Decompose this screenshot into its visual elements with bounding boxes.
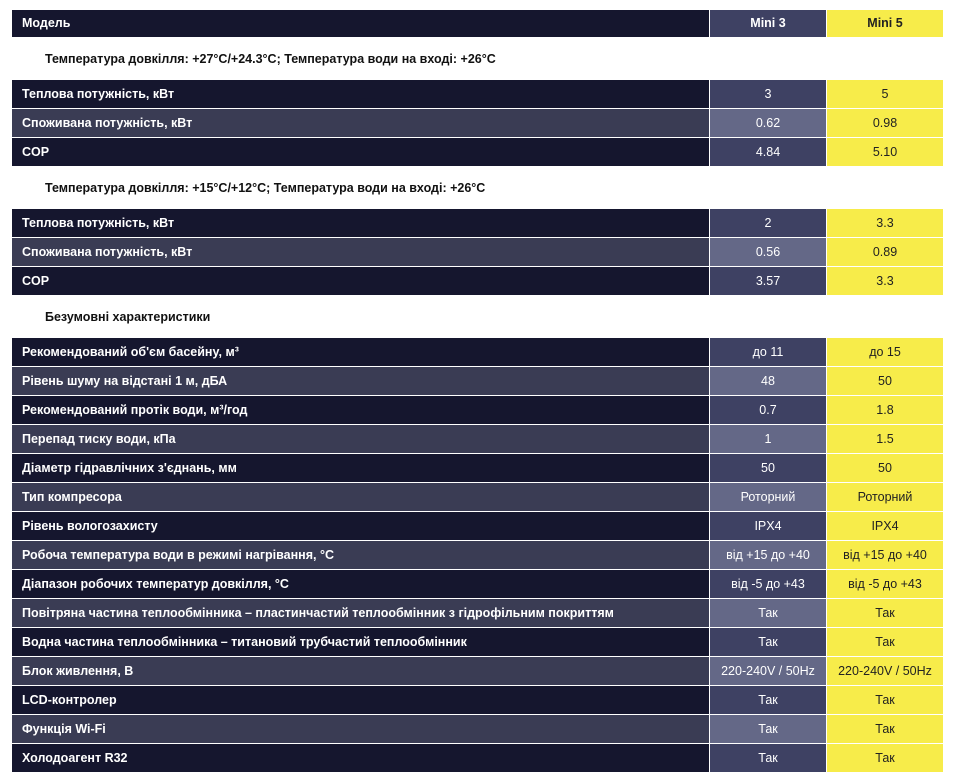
mini3-value: 48 — [710, 367, 826, 395]
header-mini3: Mini 3 — [710, 10, 826, 37]
mini3-value: 3.57 — [710, 267, 826, 295]
mini5-value: 5.10 — [827, 138, 943, 166]
row-label: Теплова потужність, кВт — [12, 80, 709, 108]
mini5-value: Так — [827, 744, 943, 772]
mini5-value: 3.3 — [827, 209, 943, 237]
table-row — [12, 715, 943, 743]
table-row — [12, 138, 943, 166]
header-row — [12, 10, 943, 37]
mini3-value: 220-240V / 50Hz — [710, 657, 826, 685]
table-row — [12, 454, 943, 482]
row-label: Блок живлення, В — [12, 657, 709, 685]
mini3-value: від +15 до +40 — [710, 541, 826, 569]
row-label: Споживана потужність, кВт — [12, 109, 709, 137]
table-row — [12, 396, 943, 424]
row-label: LCD-контролер — [12, 686, 709, 714]
row-label: Рівень вологозахисту — [12, 512, 709, 540]
mini3-value: 0.56 — [710, 238, 826, 266]
mini3-value: 3 — [710, 80, 826, 108]
mini3-value: 2 — [710, 209, 826, 237]
table-row — [12, 238, 943, 266]
table-row — [12, 570, 943, 598]
table-row — [12, 209, 943, 237]
mini5-value: Так — [827, 628, 943, 656]
row-label: COP — [12, 267, 709, 295]
row-label: Діапазон робочих температур довкілля, °C — [12, 570, 709, 598]
table-row — [12, 80, 943, 108]
spec-table — [12, 10, 943, 773]
mini3-value: від -5 до +43 — [710, 570, 826, 598]
section-title: Безумовні характеристики — [45, 310, 211, 324]
mini5-value: 5 — [827, 80, 943, 108]
table-row — [12, 686, 943, 714]
header-mini5: Mini 5 — [827, 10, 943, 37]
table-row — [12, 483, 943, 511]
mini3-value: Так — [710, 686, 826, 714]
mini3-value: до 11 — [710, 338, 826, 366]
table-row — [12, 338, 943, 366]
table-row — [12, 512, 943, 540]
mini3-value: IPX4 — [710, 512, 826, 540]
mini5-value: до 15 — [827, 338, 943, 366]
mini3-value: 4.84 — [710, 138, 826, 166]
mini5-value: Роторний — [827, 483, 943, 511]
mini5-value: 1.5 — [827, 425, 943, 453]
mini5-value: IPX4 — [827, 512, 943, 540]
mini5-value: від -5 до +43 — [827, 570, 943, 598]
table-row — [12, 541, 943, 569]
row-label: Тип компресора — [12, 483, 709, 511]
mini3-value: 0.62 — [710, 109, 826, 137]
mini5-value: 50 — [827, 367, 943, 395]
mini3-value: Так — [710, 628, 826, 656]
table-row — [12, 425, 943, 453]
row-label: Діаметр гідравлічних з'єднань, мм — [12, 454, 709, 482]
table-row — [12, 267, 943, 295]
mini5-value: Так — [827, 686, 943, 714]
row-label: Споживана потужність, кВт — [12, 238, 709, 266]
table-row — [12, 744, 943, 772]
row-label: Функція Wi-Fi — [12, 715, 709, 743]
mini5-value: 3.3 — [827, 267, 943, 295]
table-row — [12, 109, 943, 137]
mini5-value: 0.98 — [827, 109, 943, 137]
row-label: Теплова потужність, кВт — [12, 209, 709, 237]
mini3-value: Так — [710, 744, 826, 772]
mini3-value: Роторний — [710, 483, 826, 511]
mini3-value: Так — [710, 599, 826, 627]
table-row — [12, 628, 943, 656]
mini3-value: 0.7 — [710, 396, 826, 424]
table-row — [12, 599, 943, 627]
section-title: Температура довкілля: +15°C/+12°C; Температура води на вході: +26°C — [45, 181, 486, 195]
row-label: Рівень шуму на відстані 1 м, дБА — [12, 367, 709, 395]
mini5-value: 0.89 — [827, 238, 943, 266]
row-label: Водна частина теплообмінника – титановий трубчастий теплообмінник — [12, 628, 709, 656]
mini5-value: від +15 до +40 — [827, 541, 943, 569]
row-label: Рекомендований протік води, м³/год — [12, 396, 709, 424]
row-label: Холодоагент R32 — [12, 744, 709, 772]
table-row — [12, 367, 943, 395]
section-title: Температура довкілля: +27°C/+24.3°C; Температура води на вході: +26°C — [45, 52, 496, 66]
mini3-value: 50 — [710, 454, 826, 482]
row-label: Повітряна частина теплообмінника – пластинчастий теплообмінник з гідрофільним покриттям — [12, 599, 709, 627]
mini5-value: 1.8 — [827, 396, 943, 424]
mini5-value: 220-240V / 50Hz — [827, 657, 943, 685]
mini3-value: 1 — [710, 425, 826, 453]
row-label: Робоча температура води в режимі нагрівання, °C — [12, 541, 709, 569]
header-model-label: Модель — [12, 10, 709, 37]
mini5-value: Так — [827, 599, 943, 627]
mini5-value: Так — [827, 715, 943, 743]
table-row — [12, 657, 943, 685]
row-label: COP — [12, 138, 709, 166]
row-label: Перепад тиску води, кПа — [12, 425, 709, 453]
mini3-value: Так — [710, 715, 826, 743]
row-label: Рекомендований об'єм басейну, м³ — [12, 338, 709, 366]
mini5-value: 50 — [827, 454, 943, 482]
